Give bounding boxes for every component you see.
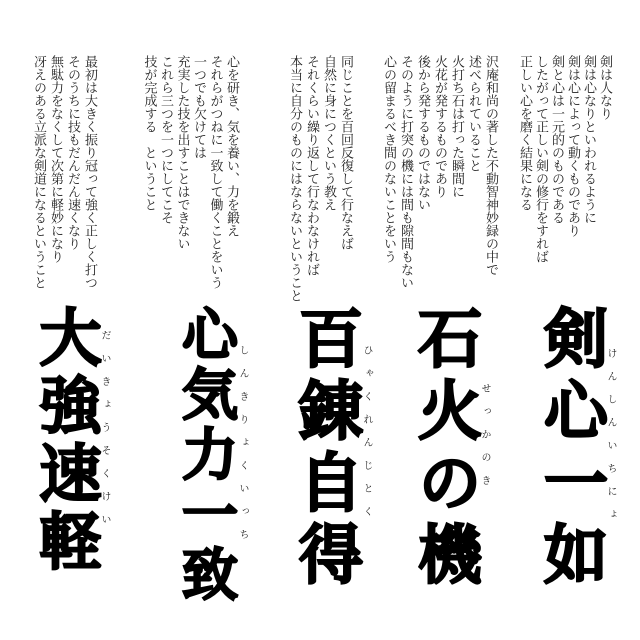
explanation-text: [380, 55, 499, 317]
explanation-line: それくらい繰り返して行なわなければ: [304, 55, 319, 276]
furigana-reading: しんきりょくいっち: [237, 345, 248, 552]
furigana-reading: せっかのき: [479, 383, 490, 498]
explanation-line: 無駄力をなくして次第に軽妙になり: [48, 55, 63, 263]
explanation-line: 本当に自分のものにはならないということ: [287, 55, 302, 302]
furigana-reading: けんしんいちにょ: [605, 348, 616, 532]
explanation-line: 心の留まるべき間のないことをいう: [381, 55, 396, 263]
explanation-line: 自然に身につくという教え: [321, 55, 336, 211]
explanation-line: 沢庵和尚の著した不動智神妙録の中で: [483, 55, 498, 276]
explanation-line: 技が完成する ということ: [141, 55, 157, 211]
explanation-line: 剣は心によって動くものであり: [565, 55, 580, 237]
explanation-line: したがって正しい剣の修行をすれば: [533, 55, 548, 263]
calligraphy-title: 心気力一致: [173, 305, 239, 605]
explanation-line: 同じことを百回反復して行なえば: [338, 55, 353, 250]
explanation-line: 火打ち石は打った瞬間に: [449, 55, 464, 198]
explanation-line: 剣は心なりといわれるように: [581, 55, 596, 224]
calligraphy-title: 石火の機: [407, 305, 482, 593]
explanation-line: 剣と心は一元的のものである: [549, 55, 564, 224]
explanation-line: 冴えのある立派な剣道になるということ: [31, 55, 46, 289]
explanation-line: 心を研き、気を養い、力を鍛え: [224, 55, 239, 237]
explanation-text: [140, 55, 239, 317]
explanation-line: 正しい心を磨く結果になる: [517, 55, 532, 211]
explanation-line: それらがつねに一致して働くことをいう: [207, 55, 223, 289]
furigana-reading: ひゃくれんじとく: [361, 345, 372, 529]
explanation-line: 最初は大きく振り冠って強く正しく打つ: [82, 55, 97, 289]
explanation-line: そのように打突の機には間も隙間もない: [398, 55, 413, 289]
calligraphy-title: 大強速軽: [29, 305, 102, 577]
explanation-line: これら三つを一つにしてこそ: [158, 55, 173, 224]
furigana-reading: だいきょうそくけい: [99, 330, 110, 537]
explanation-line: 後から発するものではない: [415, 55, 430, 211]
explanation-line: 火花が発するものであり: [432, 55, 447, 198]
explanation-line: そのうちに技もだんだん速くなり: [65, 55, 80, 250]
explanation-line: 一つでも欠けては: [191, 55, 206, 159]
explanation-line: 剣は人なり: [597, 55, 612, 120]
calligraphy-title: 剣心一如: [533, 305, 608, 593]
explanation-line: 充実した技を出すことはできない: [174, 55, 190, 250]
explanation-text: [516, 55, 612, 317]
explanation-text: [286, 55, 354, 317]
explanation-text: [30, 55, 98, 317]
explanation-line: 述べられていること: [466, 55, 481, 172]
calligraphy-title: 百錬自得: [288, 305, 363, 593]
